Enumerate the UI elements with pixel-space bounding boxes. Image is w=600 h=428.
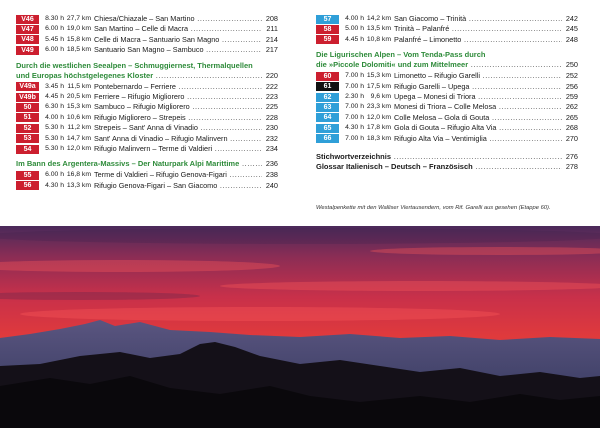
stage-duration: 6.00 h <box>45 171 64 179</box>
stage-distance: 15,8 km <box>66 35 91 43</box>
toc-stage-row[interactable] <box>16 170 278 180</box>
stage-title: Celle di Macra – Santuario San Magno ..... <box>94 35 262 45</box>
stage-title: Gola di Gouta – Rifugio Alta Via ..... <box>394 123 562 133</box>
stage-distance: 14,2 km <box>366 15 391 22</box>
stage-title: Sambuco – Rifugio Migliorero ..... <box>94 102 262 112</box>
stage-distance: 27,7 km <box>66 15 91 22</box>
section-heading-line <box>316 50 578 60</box>
stage-duration: 7.00 h <box>345 134 364 142</box>
stage-duration: 6.00 h <box>45 25 64 33</box>
stage-duration: 4.45 h <box>345 35 364 43</box>
photo-caption: Westalpenkette mit den Walliser Viertausendern, vom Rif. Garelli aus gesehen (Etappe 60). <box>316 205 551 211</box>
stage-duration: 4.30 h <box>345 124 364 132</box>
section-heading-text: Durch die westlichen Seealpen – Schmuggiernest, Thermalquellen <box>16 60 253 70</box>
stage-distance: 11,2 km <box>67 124 91 132</box>
page-number: 245 <box>562 24 578 34</box>
page-number: 240 <box>262 181 278 191</box>
stage-duration: 7.00 h <box>345 113 364 121</box>
toc-stage-row[interactable] <box>16 123 278 133</box>
stage-number-badge: V46 <box>16 15 39 24</box>
toc-stage-row[interactable] <box>316 134 578 144</box>
toc-stage-row[interactable] <box>316 123 578 133</box>
stage-number-badge: 58 <box>316 25 339 34</box>
stage-duration: 4.00 h <box>45 113 64 121</box>
stage-title: Rifugio Alta Via – Ventimiglia ..... <box>394 134 562 144</box>
page-number: 225 <box>262 102 278 112</box>
index-entry[interactable] <box>316 162 578 172</box>
toc-stage-row[interactable] <box>16 134 278 144</box>
stage-number-badge: 54 <box>16 145 39 154</box>
stage-distance: 17,5 km <box>366 82 391 90</box>
photo-illustration <box>0 226 600 428</box>
section-heading-argentera[interactable] <box>16 159 278 169</box>
page-number: 232 <box>262 134 278 144</box>
stage-distance: 13,5 km <box>366 25 391 33</box>
page-number: 270 <box>562 134 578 144</box>
toc-stage-row[interactable] <box>16 14 278 24</box>
stage-distance: 12,0 km <box>366 113 391 121</box>
stage-number-badge: 64 <box>316 113 339 122</box>
page-number: 252 <box>562 71 578 81</box>
stage-duration: 6.30 h <box>45 103 64 111</box>
page-number: 238 <box>262 170 278 180</box>
stage-duration: 3.45 h <box>45 82 64 90</box>
stage-distance: 19,0 km <box>66 25 91 33</box>
index-entry[interactable] <box>316 152 578 162</box>
stage-title: Rifugio Genova-Figari – San Giacomo ..... <box>94 181 262 191</box>
stage-duration: 5.30 h <box>45 144 64 152</box>
stage-duration: 7.00 h <box>345 103 364 111</box>
stage-title: Rifugio Garelli – Upega ..... <box>394 82 562 92</box>
toc-stage-row[interactable] <box>16 45 278 55</box>
stage-title: Pontebernardo – Ferriere ..... <box>94 82 262 92</box>
stage-duration: 5.00 h <box>345 25 364 33</box>
page-number: 268 <box>562 123 578 133</box>
stage-title: Chiesa/Chiazale – San Martino ..... <box>94 14 262 24</box>
section-heading-line <box>16 61 278 71</box>
stage-title: Rifugio Malinvern – Terme di Valdieri ..... <box>94 144 262 154</box>
stage-number-badge: V49b <box>16 93 39 102</box>
stage-number-badge: 66 <box>316 134 339 143</box>
page-number: 259 <box>562 92 578 102</box>
stage-list-seealpen <box>16 82 278 155</box>
toc-stage-row[interactable] <box>316 14 578 24</box>
stage-duration: 7.00 h <box>345 72 364 80</box>
stage-number-badge: 53 <box>16 134 39 143</box>
stage-duration: 5.30 h <box>45 124 64 132</box>
stage-number-badge: 63 <box>316 103 339 112</box>
stage-distance: 10,6 km <box>66 113 91 121</box>
stage-title: San Giacomo – Trinità ..... <box>394 14 562 24</box>
sunset-mountain-photo <box>0 226 600 428</box>
index-entry-label: Stichwortverzeichnis ..... <box>316 152 562 162</box>
index-entry-label: Glossar Italienisch – Deutsch – Französisch ..... <box>316 162 562 172</box>
page-number: 214 <box>262 35 278 45</box>
stage-distance: 9,6 km <box>370 92 391 100</box>
stage-title: Colle Melosa – Gola di Gouta ..... <box>394 113 562 123</box>
stage-number-badge: 50 <box>16 103 39 112</box>
stage-title: Sant' Anna di Vinadio – Rifugio Malinvern ..... <box>94 134 262 144</box>
toc-stage-row[interactable] <box>316 92 578 102</box>
stage-title: Strepeis – Sant' Anna di Vinadio ..... <box>94 123 262 133</box>
stage-title: San Martino – Celle di Macra ..... <box>94 24 262 34</box>
stage-distance: 20,5 km <box>66 92 91 100</box>
toc-stage-row[interactable] <box>16 113 278 123</box>
toc-stage-row[interactable] <box>316 35 578 45</box>
stage-number-badge: 61 <box>316 82 339 91</box>
stage-title: Terme di Valdieri – Rifugio Genova-Figari ..... <box>94 170 262 180</box>
stage-distance: 10,8 km <box>366 35 391 43</box>
page-number: 265 <box>562 113 578 123</box>
toc-stage-row[interactable] <box>16 82 278 92</box>
stage-list-top <box>16 14 278 56</box>
page-number: 228 <box>262 113 278 123</box>
stage-duration: 6.00 h <box>45 46 64 54</box>
page-number: 262 <box>562 102 578 112</box>
section-heading-text: Die Ligurischen Alpen – Vom Tenda-Pass durch <box>316 50 486 60</box>
stage-title: Limonetto – Rifugio Garelli ..... <box>394 71 562 81</box>
stage-number-badge: V49a <box>16 82 39 91</box>
stage-distance: 15,3 km <box>66 103 91 111</box>
toc-stage-row[interactable] <box>316 24 578 34</box>
toc-stage-row[interactable] <box>16 24 278 34</box>
stage-number-badge: 56 <box>16 181 39 190</box>
stage-duration: 4.45 h <box>45 92 64 100</box>
stage-number-badge: 62 <box>316 93 339 102</box>
page-number: 278 <box>562 162 578 172</box>
stage-list-argentera <box>16 170 278 191</box>
stage-duration: 4.30 h <box>45 181 64 189</box>
page-number: 276 <box>562 152 578 162</box>
page-number: 222 <box>262 82 278 92</box>
page-number: 223 <box>262 92 278 102</box>
stage-duration: 5.30 h <box>45 134 64 142</box>
section-heading-line <box>16 159 278 169</box>
stage-distance: 14,7 km <box>66 134 91 142</box>
stage-distance: 17,8 km <box>366 124 391 132</box>
stage-number-badge: 57 <box>316 15 339 24</box>
page-number: 248 <box>562 35 578 45</box>
toc-stage-row[interactable] <box>16 92 278 102</box>
stage-list-right-top <box>316 14 578 45</box>
stage-distance: 15,3 km <box>366 72 391 80</box>
section-heading-text: und Europas höchstgelegenes Kloster ..... <box>16 71 262 81</box>
stage-number-badge: V49 <box>16 46 39 55</box>
toc-stage-row[interactable] <box>16 144 278 154</box>
toc-right-column <box>316 14 578 173</box>
section-heading-text: die »Piccole Dolomiti« und zum Mittelmeer ..... <box>316 60 562 70</box>
stage-list-ligurische-alpen <box>316 71 578 144</box>
section-heading-line <box>316 60 578 70</box>
page-number: 217 <box>262 45 278 55</box>
page-number: 236 <box>262 159 278 169</box>
stage-number-badge: 52 <box>16 124 39 133</box>
stage-number-badge: 60 <box>316 72 339 81</box>
page-number: 220 <box>262 71 278 81</box>
stage-number-badge: 65 <box>316 124 339 133</box>
toc-stage-row[interactable] <box>16 102 278 112</box>
stage-title: Santuario San Magno – Sambuco ..... <box>94 45 262 55</box>
stage-duration: 7.00 h <box>345 82 364 90</box>
stage-distance: 11,5 km <box>67 82 91 90</box>
stage-title: Ferriere – Rifugio Migliorero ..... <box>94 92 262 102</box>
stage-distance: 18,5 km <box>66 46 91 54</box>
page-number: 234 <box>262 144 278 154</box>
toc-left-column <box>16 14 278 191</box>
section-heading-ligurische-alpen[interactable] <box>316 50 578 70</box>
toc-stage-row[interactable] <box>316 71 578 81</box>
page-number: 242 <box>562 14 578 24</box>
stage-duration: 4.00 h <box>345 15 364 22</box>
stage-number-badge: 51 <box>16 113 39 122</box>
stage-number-badge: V48 <box>16 35 39 44</box>
stage-distance: 16,8 km <box>66 171 91 179</box>
stage-number-badge: 55 <box>16 171 39 180</box>
stage-title: Trinità – Palanfré ..... <box>394 24 562 34</box>
page-number: 211 <box>262 24 278 34</box>
stage-title: Palanfré – Limonetto ..... <box>394 35 562 45</box>
stage-title: Upega – Monesi di Triora ..... <box>394 92 562 102</box>
stage-distance: 13,3 km <box>66 181 91 189</box>
page-number: 256 <box>562 82 578 92</box>
toc-stage-row[interactable] <box>16 181 278 191</box>
stage-duration: 5.45 h <box>45 35 64 43</box>
index-entries <box>316 152 578 172</box>
page-number: 250 <box>562 60 578 70</box>
stage-distance: 18,3 km <box>366 134 391 142</box>
stage-number-badge: 59 <box>316 35 339 44</box>
stage-title: Rifugio Migliorero – Strepeis ..... <box>94 113 262 123</box>
stage-duration: 2.30 h <box>345 92 364 100</box>
stage-distance: 23,3 km <box>366 103 391 111</box>
toc-stage-row[interactable] <box>316 82 578 92</box>
toc-stage-row[interactable] <box>16 35 278 45</box>
stage-title: Monesi di Triora – Colle Melosa ..... <box>394 102 562 112</box>
toc-stage-row[interactable] <box>316 113 578 123</box>
stage-duration: 8.30 h <box>45 15 64 22</box>
section-heading-seealpen[interactable] <box>16 61 278 81</box>
section-heading-text: Im Bann des Argentera-Massivs – Der Naturpark Alpi Marittime ..... <box>16 159 262 169</box>
section-heading-line <box>16 71 278 81</box>
toc-stage-row[interactable] <box>316 102 578 112</box>
page-number: 208 <box>262 14 278 24</box>
stage-number-badge: V47 <box>16 25 39 34</box>
stage-distance: 12,0 km <box>66 144 91 152</box>
page-number: 230 <box>262 123 278 133</box>
